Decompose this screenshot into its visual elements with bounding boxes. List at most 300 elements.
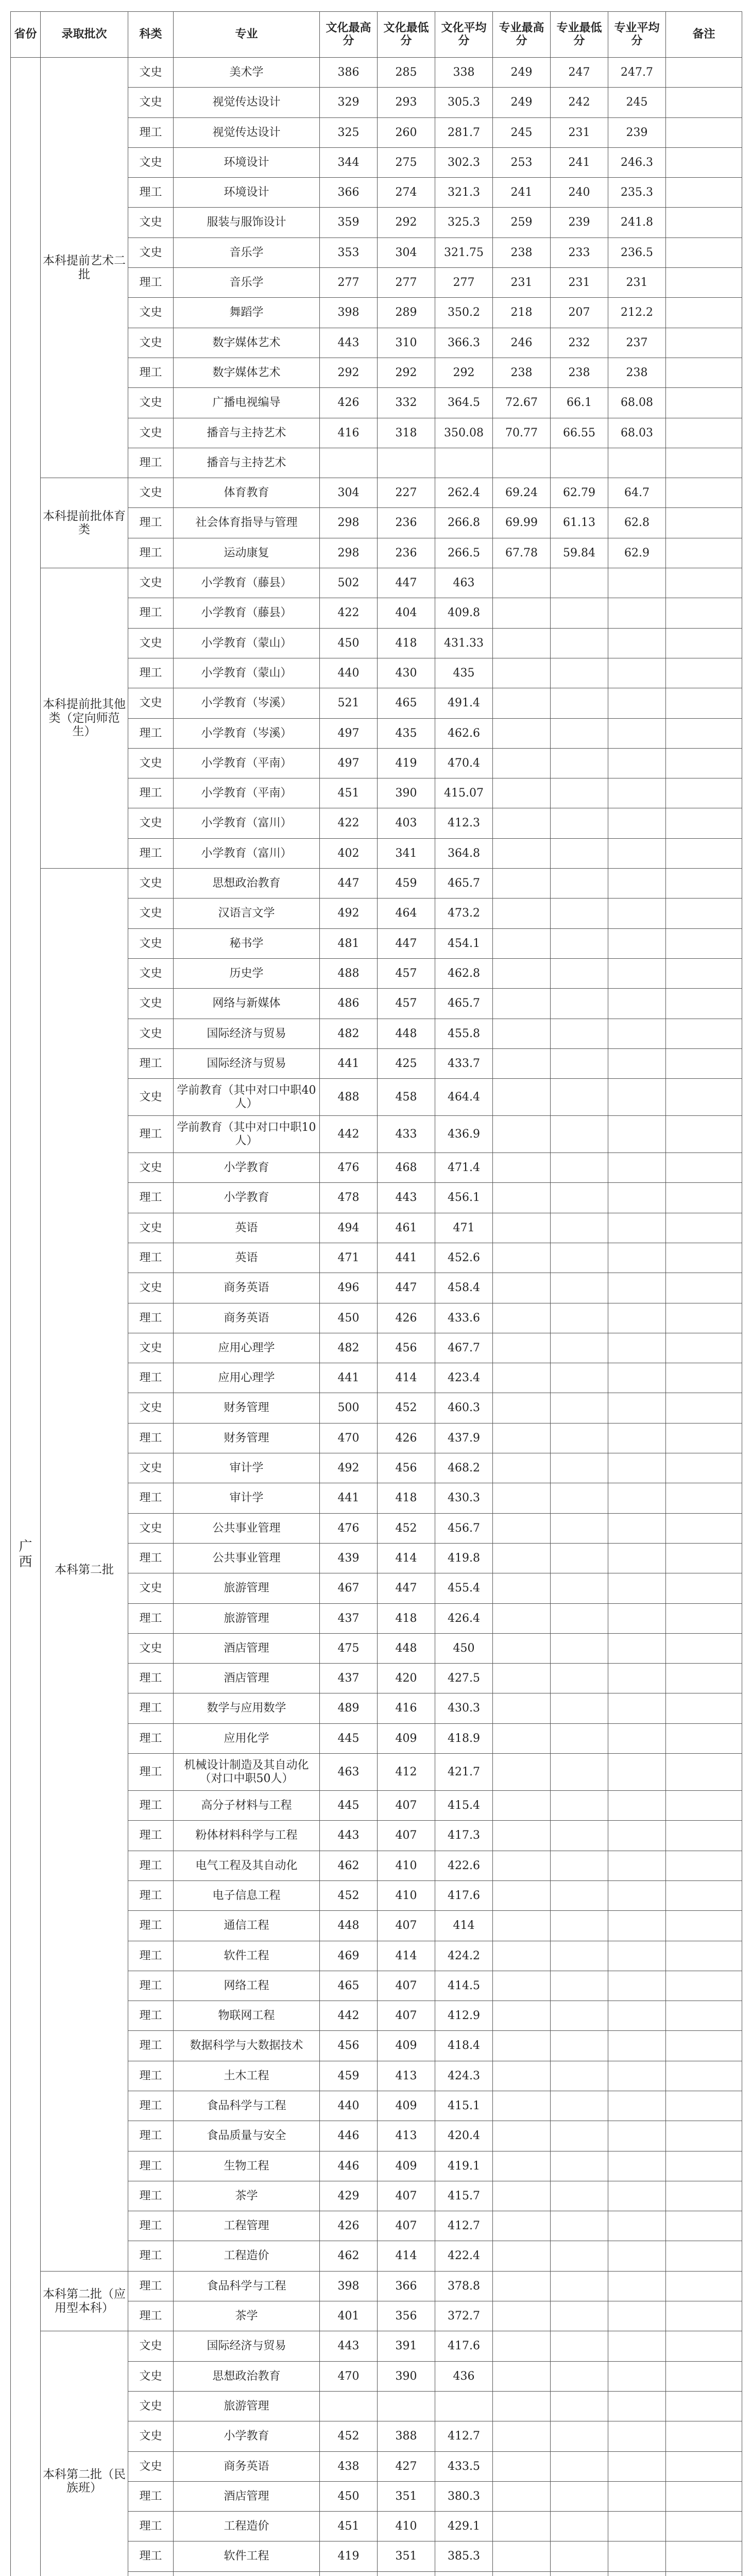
major-max-cell — [493, 958, 551, 988]
subject-type-cell: 文史 — [128, 1213, 174, 1243]
remarks-cell — [666, 748, 742, 778]
culture-max-cell: 450 — [320, 628, 378, 658]
major-min-cell — [551, 568, 608, 598]
subject-type-cell: 文史 — [128, 2451, 174, 2481]
remarks-cell — [666, 2301, 742, 2331]
culture-max-cell: 442 — [320, 1116, 378, 1153]
culture-avg-cell: 412.9 — [435, 2001, 493, 2031]
major-min-cell: 242 — [551, 88, 608, 117]
culture-max-cell: 426 — [320, 388, 378, 418]
subject-type-cell: 文史 — [128, 1513, 174, 1543]
major-min-cell — [551, 1273, 608, 1303]
subject-type-cell: 理工 — [128, 1603, 174, 1633]
major-min-cell — [551, 1079, 608, 1116]
major-min-cell — [551, 2451, 608, 2481]
culture-min-cell: 410 — [378, 2512, 435, 2541]
remarks-cell — [666, 328, 742, 358]
culture-max-cell: 366 — [320, 178, 378, 208]
culture-max-cell: 471 — [320, 1243, 378, 1273]
subject-type-cell: 理工 — [128, 2241, 174, 2271]
culture-avg-cell: 266.8 — [435, 508, 493, 538]
remarks-cell — [666, 2571, 742, 2576]
major-max-cell — [493, 2211, 551, 2241]
header-province: 省份 — [11, 12, 41, 58]
culture-min-cell: 457 — [378, 958, 435, 988]
major-max-cell — [493, 688, 551, 718]
remarks-cell — [666, 628, 742, 658]
major-avg-cell — [608, 1754, 666, 1791]
major-avg-cell — [608, 2481, 666, 2511]
culture-avg-cell: 350.08 — [435, 418, 493, 448]
culture-min-cell: 410 — [378, 1880, 435, 1910]
culture-max-cell: 482 — [320, 1333, 378, 1363]
subject-type-cell: 理工 — [128, 1723, 174, 1753]
remarks-cell — [666, 1333, 742, 1363]
culture-min-cell: 285 — [378, 58, 435, 88]
culture-min-cell: 351 — [378, 2481, 435, 2511]
table-row — [11, 869, 742, 899]
major-min-cell — [551, 1603, 608, 1633]
remarks-cell — [666, 568, 742, 598]
culture-avg-cell: 292 — [435, 358, 493, 387]
major-avg-cell — [608, 1363, 666, 1393]
major-avg-cell — [608, 958, 666, 988]
major-cell: 茶学 — [174, 2301, 320, 2331]
subject-type-cell: 理工 — [128, 658, 174, 688]
major-cell: 视觉传达设计 — [174, 88, 320, 117]
major-avg-cell: 231 — [608, 268, 666, 298]
major-cell: 数据科学与大数据技术 — [174, 2031, 320, 2061]
major-min-cell — [551, 1911, 608, 1941]
subject-type-cell: 文史 — [128, 1453, 174, 1483]
major-min-cell — [551, 2331, 608, 2361]
major-cell: 小学教育（平南） — [174, 748, 320, 778]
remarks-cell — [666, 1791, 742, 1821]
remarks-cell — [666, 2211, 742, 2241]
remarks-cell — [666, 2331, 742, 2361]
major-avg-cell: 62.9 — [608, 538, 666, 568]
major-min-cell — [551, 1019, 608, 1048]
subject-type-cell: 理工 — [128, 268, 174, 298]
major-cell: 财务管理 — [174, 1393, 320, 1423]
culture-avg-cell: 266.5 — [435, 538, 493, 568]
major-min-cell — [551, 2541, 608, 2571]
major-cell: 工程造价 — [174, 2241, 320, 2271]
culture-avg-cell: 456.1 — [435, 1183, 493, 1213]
major-cell: 公共事业管理 — [174, 1543, 320, 1573]
culture-avg-cell: 455.4 — [435, 1573, 493, 1603]
major-min-cell — [551, 1153, 608, 1183]
culture-max-cell: 462 — [320, 1851, 378, 1880]
major-cell: 电子信息工程 — [174, 1880, 320, 1910]
major-avg-cell: 212.2 — [608, 298, 666, 328]
culture-max-cell: 462 — [320, 2241, 378, 2271]
major-max-cell — [493, 1851, 551, 1880]
major-min-cell — [551, 598, 608, 628]
major-max-cell — [493, 598, 551, 628]
major-max-cell — [493, 2451, 551, 2481]
remarks-cell — [666, 958, 742, 988]
culture-min-cell: 426 — [378, 1423, 435, 1453]
culture-max-cell: 398 — [320, 298, 378, 328]
major-min-cell — [551, 2481, 608, 2511]
major-cell: 小学教育（藤县） — [174, 568, 320, 598]
remarks-cell — [666, 1363, 742, 1393]
culture-avg-cell: 418.9 — [435, 1723, 493, 1753]
culture-avg-cell: 458.4 — [435, 1273, 493, 1303]
subject-type-cell: 理工 — [128, 1971, 174, 2001]
culture-avg-cell: 415.07 — [435, 778, 493, 808]
remarks-cell — [666, 2512, 742, 2541]
major-avg-cell — [608, 688, 666, 718]
major-min-cell — [551, 718, 608, 748]
major-max-cell: 72.67 — [493, 388, 551, 418]
culture-min-cell: 318 — [378, 418, 435, 448]
subject-type-cell: 理工 — [128, 2121, 174, 2151]
culture-avg-cell: 372.7 — [435, 2301, 493, 2331]
subject-type-cell: 理工 — [128, 2481, 174, 2511]
remarks-cell — [666, 2241, 742, 2271]
culture-min-cell: 293 — [378, 88, 435, 117]
culture-max-cell: 439 — [320, 1543, 378, 1573]
major-avg-cell — [608, 2001, 666, 2031]
major-max-cell: 70.77 — [493, 418, 551, 448]
subject-type-cell: 理工 — [128, 117, 174, 147]
major-avg-cell: 236.5 — [608, 238, 666, 267]
culture-avg-cell: 424.3 — [435, 2061, 493, 2091]
subject-type-cell: 文史 — [128, 298, 174, 328]
culture-avg-cell: 409.8 — [435, 598, 493, 628]
major-max-cell: 238 — [493, 238, 551, 267]
culture-max-cell: 494 — [320, 1213, 378, 1243]
major-min-cell — [551, 2061, 608, 2091]
culture-min-cell: 356 — [378, 2301, 435, 2331]
remarks-cell — [666, 1303, 742, 1333]
culture-avg-cell: 426.4 — [435, 1603, 493, 1633]
major-max-cell: 67.78 — [493, 538, 551, 568]
major-cell: 思想政治教育 — [174, 2361, 320, 2391]
admission-scores-table — [10, 11, 742, 2576]
major-cell: 酒店管理 — [174, 1633, 320, 1663]
culture-min-cell: 457 — [378, 989, 435, 1019]
culture-avg-cell: 450 — [435, 1633, 493, 1663]
culture-max-cell: 459 — [320, 2061, 378, 2091]
major-cell: 机械设计制造及其自动化（对口中职50人） — [174, 1754, 320, 1791]
subject-type-cell: 理工 — [128, 2001, 174, 2031]
subject-type-cell: 文史 — [128, 869, 174, 899]
culture-min-cell: 456 — [378, 1333, 435, 1363]
major-avg-cell — [608, 658, 666, 688]
major-avg-cell — [608, 2241, 666, 2271]
subject-type-cell: 理工 — [128, 2181, 174, 2211]
major-avg-cell — [608, 1019, 666, 1048]
major-cell: 播音与主持艺术 — [174, 448, 320, 478]
remarks-cell — [666, 838, 742, 868]
subject-type-cell — [128, 2571, 174, 2576]
major-min-cell: 59.84 — [551, 538, 608, 568]
culture-min-cell: 443 — [378, 1183, 435, 1213]
major-avg-cell: 245 — [608, 88, 666, 117]
major-avg-cell — [608, 1333, 666, 1363]
major-avg-cell — [608, 1664, 666, 1693]
major-cell: 视觉传达设计 — [174, 117, 320, 147]
culture-avg-cell: 436 — [435, 2361, 493, 2391]
major-cell: 旅游管理 — [174, 2391, 320, 2421]
culture-max-cell: 451 — [320, 778, 378, 808]
major-max-cell — [493, 1941, 551, 1971]
subject-type-cell: 文史 — [128, 1079, 174, 1116]
subject-type-cell: 理工 — [128, 508, 174, 538]
major-avg-cell — [608, 1821, 666, 1851]
culture-avg-cell: 415.1 — [435, 2091, 493, 2121]
remarks-cell — [666, 88, 742, 117]
culture-max-cell: 441 — [320, 1048, 378, 1078]
culture-max-cell: 452 — [320, 1880, 378, 1910]
culture-avg-cell: 364.8 — [435, 838, 493, 868]
major-max-cell — [493, 628, 551, 658]
subject-type-cell: 文史 — [128, 958, 174, 988]
culture-max-cell: 386 — [320, 58, 378, 88]
culture-min-cell: 412 — [378, 1754, 435, 1791]
culture-min-cell: 407 — [378, 2211, 435, 2241]
culture-avg-cell: 350.2 — [435, 298, 493, 328]
remarks-cell — [666, 1423, 742, 1453]
culture-avg-cell: 321.75 — [435, 238, 493, 267]
major-min-cell: 240 — [551, 178, 608, 208]
major-min-cell — [551, 628, 608, 658]
major-min-cell — [551, 448, 608, 478]
remarks-cell — [666, 2271, 742, 2301]
major-max-cell — [493, 1971, 551, 2001]
major-cell: 播音与主持艺术 — [174, 418, 320, 448]
remarks-cell — [666, 2391, 742, 2421]
major-max-cell — [493, 1453, 551, 1483]
subject-type-cell: 理工 — [128, 448, 174, 478]
culture-max-cell: 325 — [320, 117, 378, 147]
culture-min-cell: 341 — [378, 838, 435, 868]
culture-avg-cell: 433.5 — [435, 2451, 493, 2481]
major-max-cell — [493, 1273, 551, 1303]
subject-type-cell: 文史 — [128, 899, 174, 928]
culture-min-cell: 404 — [378, 598, 435, 628]
major-cell: 小学教育（岑溪） — [174, 718, 320, 748]
major-min-cell — [551, 1048, 608, 1078]
major-cell: 数学与应用数学 — [174, 1693, 320, 1723]
culture-min-cell: 420 — [378, 1664, 435, 1693]
major-max-cell: 69.99 — [493, 508, 551, 538]
major-avg-cell: 246.3 — [608, 147, 666, 177]
subject-type-cell: 文史 — [128, 2331, 174, 2361]
major-cell: 旅游管理 — [174, 1603, 320, 1633]
remarks-cell — [666, 2151, 742, 2181]
major-min-cell — [551, 1363, 608, 1393]
culture-avg-cell: 454.1 — [435, 928, 493, 958]
culture-min-cell: 465 — [378, 688, 435, 718]
remarks-cell — [666, 1633, 742, 1663]
major-min-cell — [551, 1633, 608, 1663]
subject-type-cell: 文史 — [128, 88, 174, 117]
subject-type-cell: 文史 — [128, 418, 174, 448]
culture-avg-cell: 430.3 — [435, 1693, 493, 1723]
major-avg-cell — [608, 628, 666, 658]
batch-cell: 本科第二批（民族班） — [41, 2331, 128, 2576]
culture-min-cell: 418 — [378, 1603, 435, 1633]
culture-avg-cell: 415.7 — [435, 2181, 493, 2211]
major-avg-cell — [608, 2361, 666, 2391]
culture-avg-cell: 452.6 — [435, 1243, 493, 1273]
major-cell: 运动康复 — [174, 538, 320, 568]
major-min-cell — [551, 2031, 608, 2061]
remarks-cell — [666, 1453, 742, 1483]
culture-min-cell: 413 — [378, 2061, 435, 2091]
major-max-cell — [493, 1243, 551, 1273]
culture-min-cell: 456 — [378, 1453, 435, 1483]
subject-type-cell: 文史 — [128, 147, 174, 177]
major-avg-cell — [608, 1941, 666, 1971]
culture-min-cell: 461 — [378, 1213, 435, 1243]
major-min-cell: 233 — [551, 238, 608, 267]
culture-max-cell: 488 — [320, 1079, 378, 1116]
culture-max-cell: 437 — [320, 1603, 378, 1633]
remarks-cell — [666, 2061, 742, 2091]
major-max-cell — [493, 1723, 551, 1753]
major-min-cell — [551, 1573, 608, 1603]
header-remarks: 备注 — [666, 12, 742, 58]
culture-max-cell: 470 — [320, 1423, 378, 1453]
culture-max-cell: 467 — [320, 1573, 378, 1603]
culture-avg-cell: 417.3 — [435, 1821, 493, 1851]
major-cell: 生物工程 — [174, 2151, 320, 2181]
major-min-cell — [551, 1513, 608, 1543]
culture-avg-cell: 338 — [435, 58, 493, 88]
remarks-cell — [666, 1664, 742, 1693]
major-min-cell — [551, 1754, 608, 1791]
major-avg-cell — [608, 2301, 666, 2331]
culture-max-cell: 451 — [320, 2512, 378, 2541]
major-cell: 应用心理学 — [174, 1333, 320, 1363]
major-max-cell — [493, 1880, 551, 1910]
major-cell: 粉体材料科学与工程 — [174, 1821, 320, 1851]
remarks-cell — [666, 598, 742, 628]
subject-type-cell: 文史 — [128, 1633, 174, 1663]
subject-type-cell: 文史 — [128, 1273, 174, 1303]
major-max-cell: 249 — [493, 88, 551, 117]
major-cell: 数字媒体艺术 — [174, 358, 320, 387]
culture-avg-cell: 429.1 — [435, 2512, 493, 2541]
culture-avg-cell: 463 — [435, 568, 493, 598]
major-avg-cell — [608, 2271, 666, 2301]
culture-max-cell — [320, 448, 378, 478]
culture-avg-cell: 455.8 — [435, 1019, 493, 1048]
major-max-cell: 231 — [493, 268, 551, 298]
major-avg-cell — [608, 989, 666, 1019]
remarks-cell — [666, 298, 742, 328]
major-avg-cell: 68.03 — [608, 418, 666, 448]
culture-min-cell: 452 — [378, 1513, 435, 1543]
culture-min-cell — [378, 2571, 435, 2576]
culture-min-cell: 403 — [378, 808, 435, 838]
major-cell: 小学教育（平南） — [174, 778, 320, 808]
major-cell: 小学教育 — [174, 1153, 320, 1183]
remarks-cell — [666, 1116, 742, 1153]
major-min-cell — [551, 958, 608, 988]
culture-min-cell: 464 — [378, 899, 435, 928]
culture-max-cell: 344 — [320, 147, 378, 177]
major-cell: 环境设计 — [174, 147, 320, 177]
major-avg-cell — [608, 1791, 666, 1821]
major-min-cell — [551, 2241, 608, 2271]
culture-avg-cell: 366.3 — [435, 328, 493, 358]
culture-avg-cell: 277 — [435, 268, 493, 298]
remarks-cell — [666, 1393, 742, 1423]
culture-avg-cell: 380.3 — [435, 2481, 493, 2511]
major-max-cell — [493, 1393, 551, 1423]
major-min-cell: 238 — [551, 358, 608, 387]
major-avg-cell — [608, 2181, 666, 2211]
major-min-cell: 231 — [551, 268, 608, 298]
culture-avg-cell: 424.2 — [435, 1941, 493, 1971]
culture-max-cell — [320, 2391, 378, 2421]
culture-min-cell: 407 — [378, 1971, 435, 2001]
culture-avg-cell: 465.7 — [435, 869, 493, 899]
subject-type-cell: 理工 — [128, 1791, 174, 1821]
major-min-cell — [551, 1213, 608, 1243]
remarks-cell — [666, 478, 742, 508]
major-max-cell — [493, 2571, 551, 2576]
major-avg-cell — [608, 838, 666, 868]
major-max-cell: 249 — [493, 58, 551, 88]
remarks-cell — [666, 688, 742, 718]
subject-type-cell: 理工 — [128, 2271, 174, 2301]
subject-type-cell: 理工 — [128, 1880, 174, 1910]
major-cell: 应用化学 — [174, 1723, 320, 1753]
major-cell: 酒店管理 — [174, 1664, 320, 1693]
subject-type-cell: 理工 — [128, 2301, 174, 2331]
major-min-cell — [551, 2211, 608, 2241]
major-max-cell — [493, 1363, 551, 1393]
remarks-cell — [666, 2361, 742, 2391]
major-cell — [174, 2571, 320, 2576]
subject-type-cell: 文史 — [128, 748, 174, 778]
major-cell: 服装与服饰设计 — [174, 208, 320, 238]
culture-avg-cell: 468.2 — [435, 1453, 493, 1483]
major-max-cell — [493, 2121, 551, 2151]
major-max-cell — [493, 1791, 551, 1821]
culture-min-cell: 435 — [378, 718, 435, 748]
culture-max-cell: 292 — [320, 358, 378, 387]
culture-avg-cell — [435, 2391, 493, 2421]
header-culture-avg: 文化平均分 — [435, 12, 493, 58]
subject-type-cell: 文史 — [128, 568, 174, 598]
major-cell: 体育教育 — [174, 478, 320, 508]
major-cell: 网络工程 — [174, 1971, 320, 2001]
culture-avg-cell — [435, 2571, 493, 2576]
major-min-cell — [551, 1303, 608, 1333]
major-min-cell — [551, 1543, 608, 1573]
culture-max-cell: 353 — [320, 238, 378, 267]
batch-cell: 本科第二批 — [41, 869, 128, 2272]
culture-min-cell: 409 — [378, 1723, 435, 1753]
culture-max-cell: 486 — [320, 989, 378, 1019]
remarks-cell — [666, 928, 742, 958]
major-min-cell — [551, 1821, 608, 1851]
major-avg-cell — [608, 2091, 666, 2121]
subject-type-cell: 理工 — [128, 1423, 174, 1453]
remarks-cell — [666, 1243, 742, 1273]
major-avg-cell — [608, 1880, 666, 1910]
major-avg-cell — [608, 2031, 666, 2061]
culture-max-cell: 402 — [320, 838, 378, 868]
